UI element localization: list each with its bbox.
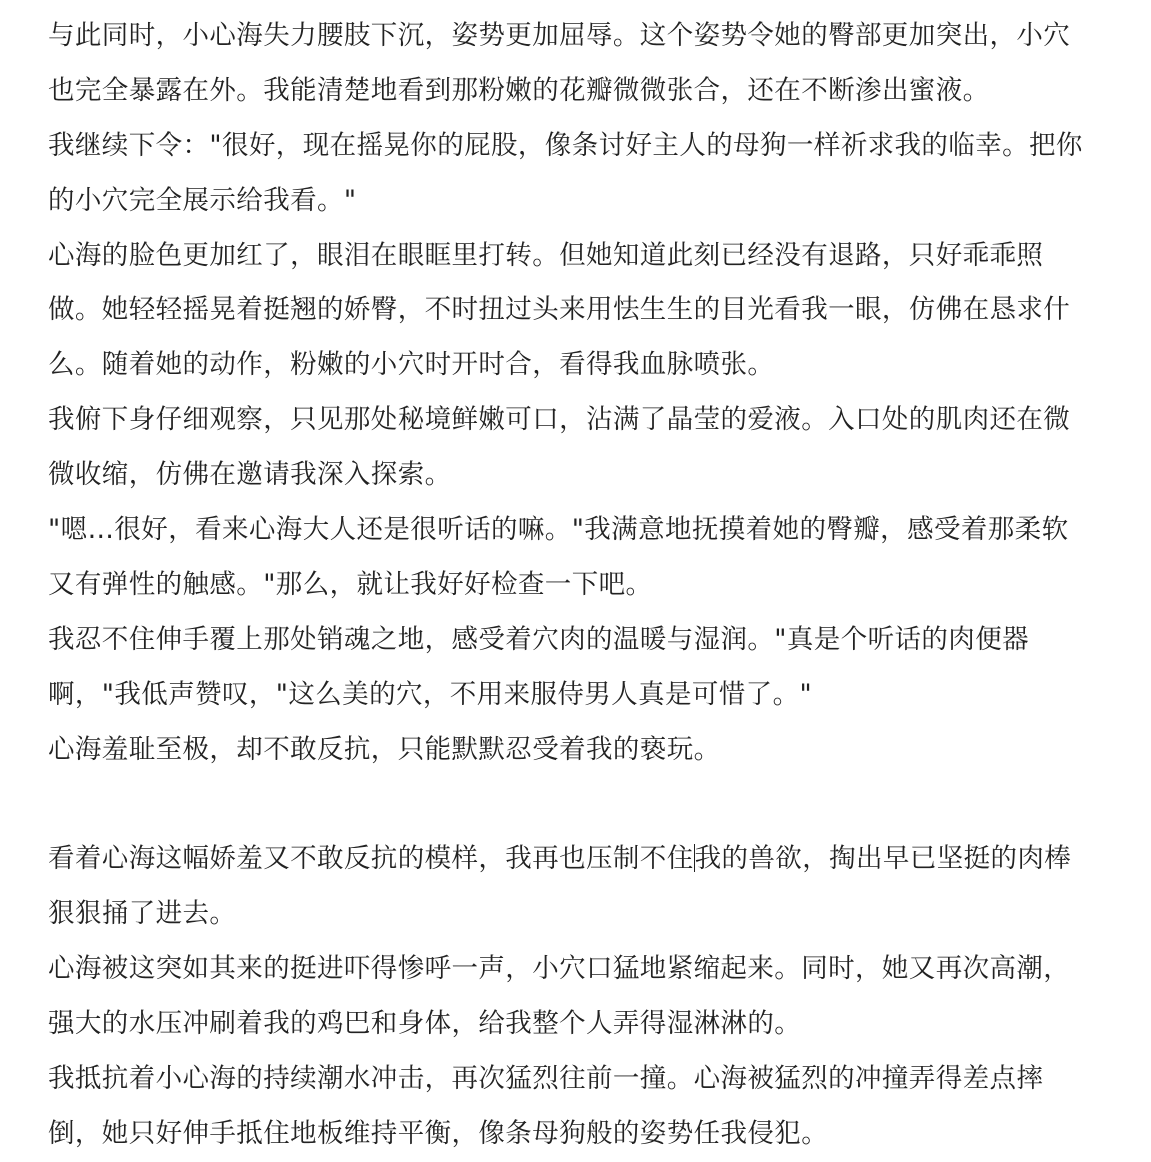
text-line: 我俯下身仔细观察，只见那处秘境鲜嫩可口，沾满了晶莹的爱液。入口处的肌肉还在微 [48,404,1071,436]
paragraph [48,613,1128,723]
text-line: 啊，"我低声赞叹，"这么美的穴，不用来服侍男人真是可惜了。" [48,678,813,710]
text-line: 微收缩，仿佛在邀请我深入探索。 [48,459,452,491]
document-body[interactable] [48,9,1128,1162]
text-line: 倒，她只好伸手抵住地板维持平衡，像条母狗般的姿势任我侵犯。 [48,1117,829,1149]
text-line: 心海被这突如其来的挺进吓得惨呼一声，小穴口猛地紧缩起来。同时，她又再次高潮， [48,953,1071,985]
text-line: 又有弹性的触感。"那么，就让我好好检查一下吧。 [48,568,653,600]
paragraph [48,942,1128,1052]
paragraph [48,723,1128,778]
text-line: 么。随着她的动作，粉嫩的小穴时开时合，看得我血脉喷张。 [48,349,775,381]
text-line: 我抵抗着小心海的持续潮水冲击，再次猛烈往前一撞。心海被猛烈的冲撞弄得差点摔 [48,1062,1044,1094]
text-line: 做。她轻轻摇晃着挺翘的娇臀，不时扭过头来用怯生生的目光看我一眼，仿佛在恳求什 [48,294,1071,326]
paragraph [48,119,1128,229]
text-line: "嗯…很好，看来心海大人还是很听话的嘛。"我满意地抚摸着她的臀瓣，感受着那柔软 [48,514,1069,546]
paragraph [48,503,1128,613]
text-line [48,832,1128,887]
text-line: 的小穴完全展示给我看。" [48,184,357,216]
text-line: 心海的脸色更加红了，眼泪在眼眶里打转。但她知道此刻已经没有退路，只好乖乖照 [48,239,1044,271]
text-line: 心海羞耻至极，却不敢反抗，只能默默忍受着我的亵玩。 [48,733,721,765]
paragraph [48,1052,1128,1162]
paragraph [48,393,1128,503]
blank-line [48,777,1128,832]
text-line: 与此同时，小心海失力腰肢下沉，姿势更加屈辱。这个姿势令她的臀部更加突出，小穴 [48,20,1071,51]
paragraph [48,9,1128,119]
paragraph [48,832,1128,942]
text-before-caret: 看着心海这幅娇羞又不敢反抗的模样，我再也压制不住 [48,843,694,875]
text-line: 强大的水压冲刷着我的鸡巴和身体，给我整个人弄得湿淋淋的。 [48,1008,802,1040]
text-line: 我忍不住伸手覆上那处销魂之地，感受着穴肉的温暖与湿润。"真是个听话的肉便器 [48,623,1029,655]
text-after-caret: 我的兽欲，掏出早已坚挺的肉棒 [694,843,1072,875]
text-line: 也完全暴露在外。我能清楚地看到那粉嫩的花瓣微微张合，还在不断渗出蜜液。 [48,74,990,106]
text-line: 我继续下令："很好，现在摇晃你的屁股，像条讨好主人的母狗一样祈求我的临幸。把你 [48,129,1083,161]
paragraph [48,229,1128,394]
text-line: 狠狠捅了进去。 [48,898,237,930]
